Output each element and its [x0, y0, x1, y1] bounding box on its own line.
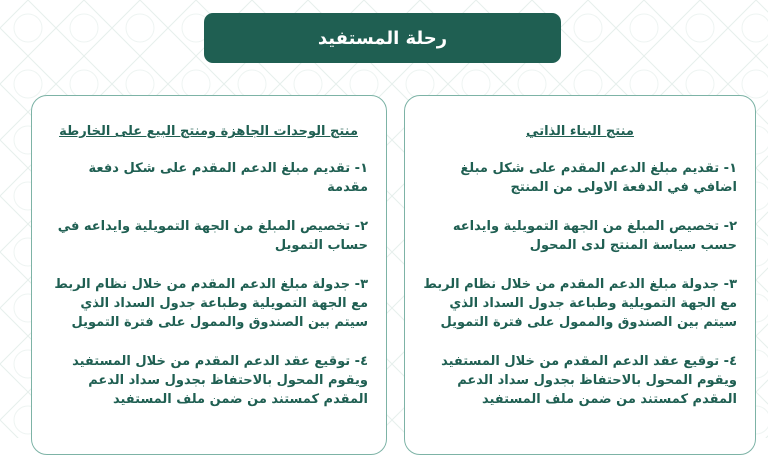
- step-item: ٣- جدولة مبلغ الدعم المقدم من خلال نظام الربط مع الجهة التمويلية وطباعة جدول السداد الذي سيتم بين الصندوق والممول على فترة التمويل: [423, 277, 737, 330]
- step-item: ٤- توقيع عقد الدعم المقدم من خلال المستفيد ويقوم المحول بالاحتفاظ بجدول سداد الدعم المقدم كمستند من ضمن ملف المستفيد: [72, 354, 368, 407]
- ready-units-product-card: [31, 95, 387, 455]
- step-item: ١- تقديم مبلغ الدعم المقدم على شكل دفعة مقدمة: [88, 161, 368, 195]
- step-item: ٤- توقيع عقد الدعم المقدم من خلال المستفيد ويقوم المحول بالاحتفاظ بجدول سداد الدعم المقدم كمستند من ضمن ملف المستفيد: [441, 354, 737, 407]
- card-heading: منتج البناء الذاتي: [526, 124, 634, 139]
- self-build-product-card: [404, 95, 756, 455]
- card-heading: منتج الوحدات الجاهزة ومنتج البيع على الخارطة: [59, 124, 358, 139]
- title-banner: [204, 13, 561, 63]
- step-item: ٢- تخصيص المبلغ من الجهة التمويلية وايداعه حسب سياسة المنتج لدى المحول: [452, 219, 737, 253]
- page-title: رحلة المستفيد: [317, 27, 448, 49]
- step-item: ٢- تخصيص المبلغ من الجهة التمويلية وايداعه في حساب التمويل: [57, 219, 368, 253]
- step-item: ٣- جدولة مبلغ الدعم المقدم من خلال نظام الربط مع الجهة التمويلية وطباعة جدول السداد الذي سيتم بين الصندوق والممول على فترة التمويل: [54, 277, 368, 330]
- step-item: ١- تقديم مبلغ الدعم المقدم على شكل مبلغ اضافي في الدفعة الاولى من المنتج: [460, 161, 737, 195]
